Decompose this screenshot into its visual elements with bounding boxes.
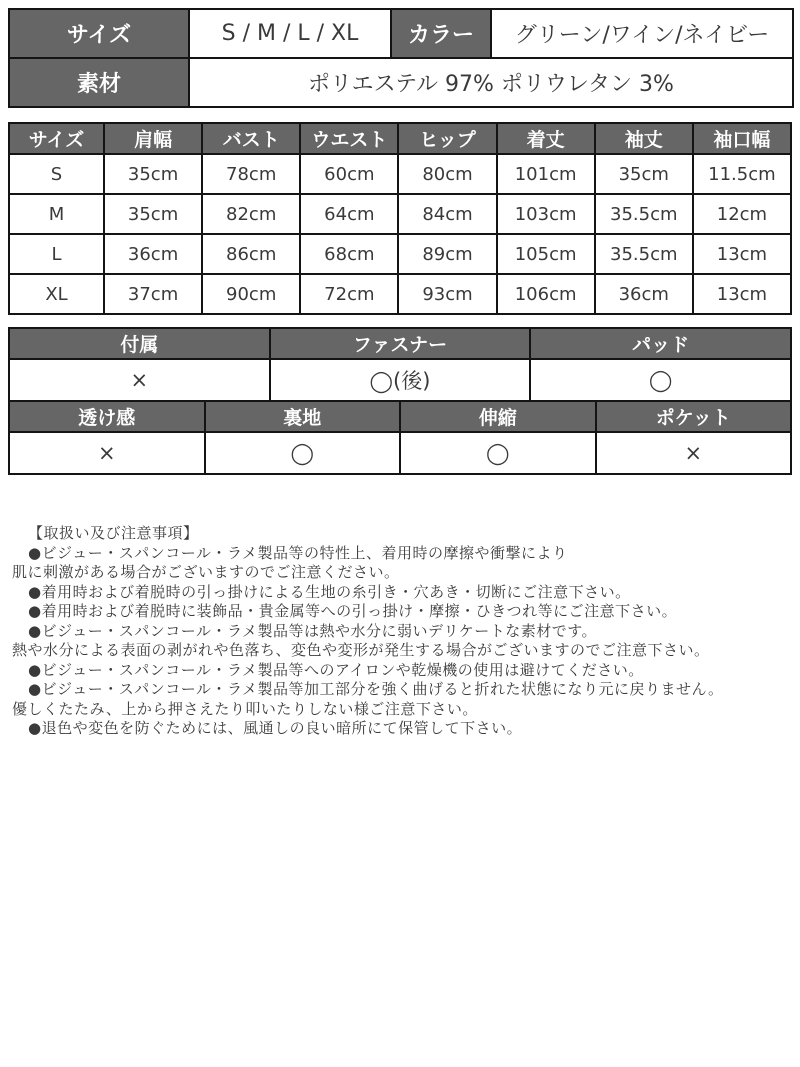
color-value-cell: グリーン/ワイン/ネイビー (491, 9, 793, 58)
measurement-cell: 101cm (497, 154, 595, 194)
column-header: パッド (530, 328, 791, 359)
size-row-label: L (9, 234, 104, 274)
care-note-line: ●ビジュー・スパンコール・ラメ製品等加工部分を強く曲げると折れた状態になり元に戻りません。 (28, 680, 724, 698)
column-header: 付属 (9, 328, 270, 359)
material-label-cell: 素材 (9, 58, 189, 107)
measurement-cell: 36cm (104, 234, 202, 274)
features-value-row (9, 432, 791, 474)
measurement-cell: 89cm (398, 234, 496, 274)
measurement-cell: 82cm (202, 194, 300, 234)
features-header-row (9, 328, 791, 359)
column-header: 着丈 (497, 123, 595, 154)
measurement-cell: 78cm (202, 154, 300, 194)
measurement-cell: 35cm (595, 154, 693, 194)
measurement-cell: 90cm (202, 274, 300, 314)
size-value-cell: S / M / L / XL (189, 9, 391, 58)
size-color-material-table (8, 8, 794, 108)
measurement-cell: 80cm (398, 154, 496, 194)
care-note-line: ●ビジュー・スパンコール・ラメ製品等の特性上、着用時の摩擦や衝撃により (28, 543, 568, 562)
measurement-cell: 68cm (300, 234, 398, 274)
care-note-line: ●退色や変色を防ぐためには、風通しの良い暗所にて保管して下さい。 (28, 719, 523, 737)
features-table-top (8, 327, 792, 402)
care-note-line: ●着用時および着脱時に装飾品・貴金属等への引っ掛け・摩擦・ひきつれ等にご注意下さい。 (28, 602, 678, 620)
table-row-size-xl (9, 274, 791, 314)
measurement-cell: 36cm (595, 274, 693, 314)
column-header: 透け感 (9, 401, 205, 432)
material-row (9, 58, 793, 107)
column-header: サイズ (9, 123, 104, 154)
measurements-header-row (9, 123, 791, 154)
measurement-cell: 12cm (693, 194, 791, 234)
measurement-cell: 105cm (497, 234, 595, 274)
features-table-bottom (8, 400, 792, 475)
care-note-line: ●ビジュー・スパンコール・ラメ製品等へのアイロンや乾燥機の使用は避けてください。 (28, 660, 644, 679)
feature-value-cell: × (596, 432, 792, 474)
measurement-cell: 37cm (104, 274, 202, 314)
measurement-cell: 106cm (497, 274, 595, 314)
column-header: ポケット (596, 401, 792, 432)
care-notes (12, 524, 792, 739)
care-note-line: ●着用時および着脱時の引っ掛けによる生地の糸引き・穴あき・切断にご注意下さい。 (28, 582, 631, 601)
care-note-line: 肌に刺激がある場合がございますのでご注意ください。 (12, 563, 400, 581)
column-header: 裏地 (205, 401, 401, 432)
measurement-cell: 35.5cm (595, 234, 693, 274)
feature-value-cell: ◯ (400, 432, 596, 474)
feature-value-cell: ◯ (530, 359, 791, 401)
measurement-cell: 13cm (693, 274, 791, 314)
measurement-cell: 86cm (202, 234, 300, 274)
size-row-label: M (9, 194, 104, 234)
measurement-cell: 72cm (300, 274, 398, 314)
table-row-size-l (9, 234, 791, 274)
measurements-table (8, 122, 792, 315)
care-note-line: ●ビジュー・スパンコール・ラメ製品等は熱や水分に弱いデリケートな素材です。 (28, 621, 598, 640)
measurement-cell: 11.5cm (693, 154, 791, 194)
features-section (8, 327, 792, 475)
column-header: ウエスト (300, 123, 398, 154)
feature-value-cell: ◯ (205, 432, 401, 474)
measurement-cell: 13cm (693, 234, 791, 274)
column-header: 袖口幅 (693, 123, 791, 154)
feature-value-cell: ◯(後) (270, 359, 531, 401)
care-note-line: 熱や水分による表面の剥がれや色落ち、変色や変形が発生する場合がございますのでご注意下さい。 (12, 641, 710, 659)
measurement-cell: 60cm (300, 154, 398, 194)
column-header: ファスナー (270, 328, 531, 359)
measurement-cell: 93cm (398, 274, 496, 314)
measurement-cell: 84cm (398, 194, 496, 234)
measurement-cell: 103cm (497, 194, 595, 234)
table-row-size-s (9, 154, 791, 194)
table-row-size-m (9, 194, 791, 234)
features-value-row (9, 359, 791, 401)
column-header: 袖丈 (595, 123, 693, 154)
size-row-label: S (9, 154, 104, 194)
measurement-cell: 64cm (300, 194, 398, 234)
column-header: ヒップ (398, 123, 496, 154)
size-color-row (9, 9, 793, 58)
size-label-cell: サイズ (9, 9, 189, 58)
measurement-cell: 35.5cm (595, 194, 693, 234)
measurement-cell: 35cm (104, 154, 202, 194)
column-header: 伸縮 (400, 401, 596, 432)
column-header: 肩幅 (104, 123, 202, 154)
features-header-row (9, 401, 791, 432)
feature-value-cell: × (9, 359, 270, 401)
care-note-line: 優しくたたみ、上から押さえたり叩いたりしない様ご注意下さい。 (12, 699, 478, 718)
feature-value-cell: × (9, 432, 205, 474)
column-header: バスト (202, 123, 300, 154)
care-notes-title: 【取扱い及び注意事項】 (28, 524, 199, 542)
material-value-cell: ポリエステル 97% ポリウレタン 3% (189, 58, 793, 107)
color-label-cell: カラー (391, 9, 491, 58)
size-row-label: XL (9, 274, 104, 314)
measurement-cell: 35cm (104, 194, 202, 234)
